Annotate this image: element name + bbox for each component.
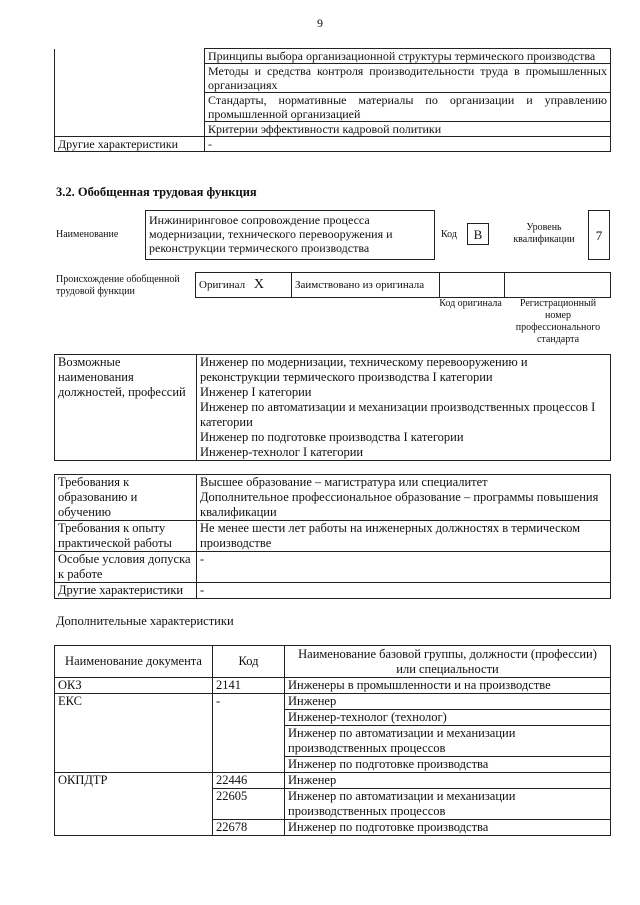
table-row: [55, 137, 611, 152]
column-header: Код: [213, 646, 285, 678]
other-characteristics-value: -: [205, 137, 611, 152]
knowledge-item: Методы и средства контроля производительности труда в промышленных организациях: [205, 64, 611, 93]
borrowed-label: Заимствовано из оригинала: [292, 273, 440, 298]
additional-characteristics-table: [54, 645, 611, 836]
table-row: [55, 726, 611, 757]
experience-value: Не менее шести лет работы на инженерных должностях в термическом производстве: [197, 521, 611, 552]
other-characteristics-label: Другие характеристики: [55, 583, 197, 599]
original-mark: X: [253, 277, 264, 292]
column-header: Наименование базовой группы, должности (профессии) или специальности: [285, 646, 611, 678]
name-label: Наименование: [56, 229, 119, 240]
document-name: ОКЗ: [55, 678, 213, 694]
table-row: [55, 773, 611, 789]
position-item: Инженер I категории: [200, 385, 312, 399]
table-row: [55, 710, 611, 726]
code-cell: 2141: [213, 678, 285, 694]
additional-characteristics-title: Дополнительные характеристики: [56, 614, 234, 628]
education-item: Дополнительное профессиональное образование – программы повышения квалификации: [200, 490, 599, 519]
table-cell: [55, 710, 213, 726]
group-name: Инженер: [285, 694, 611, 710]
knowledge-table-continuation: [54, 48, 611, 152]
section-title: 3.2. Обобщенная трудовая функция: [56, 185, 257, 199]
code-cell: -: [213, 694, 285, 710]
table-row: [55, 694, 611, 710]
experience-label: Требования к опыту практической работы: [55, 521, 197, 552]
table-cell: [55, 820, 213, 836]
positions-table: [54, 354, 611, 461]
group-name: Инженер по подготовке производства: [285, 757, 611, 773]
table-row: [55, 355, 611, 461]
table-cell: [55, 757, 213, 773]
function-name-box: Инжиниринговое сопровождение процесса модернизации, технического перевооружения и реконструкции термического производства: [145, 210, 435, 260]
origin-table: [195, 272, 611, 298]
table-row: [55, 521, 611, 552]
table-row: [55, 757, 611, 773]
table-cell: [55, 789, 213, 820]
table-cell: [55, 726, 213, 757]
group-name: Инженер по автоматизации и механизации производственных процессов: [285, 726, 611, 757]
education-label: Требования к образованию и обучению: [55, 475, 197, 521]
table-row: [55, 789, 611, 820]
position-item: Инженер по автоматизации и механизации производственных процессов I категории: [200, 400, 596, 429]
knowledge-item: Принципы выбора организационной структуры термического производства: [205, 49, 611, 64]
document-name: ОКПДТР: [55, 773, 213, 789]
group-name: Инженеры в промышленности и на производстве: [285, 678, 611, 694]
origin-label: Происхождение обобщенной трудовой функции: [56, 274, 180, 297]
table-row: [55, 475, 611, 521]
original-cell: [196, 273, 292, 298]
code-cell: 22678: [213, 820, 285, 836]
positions-values: [197, 355, 611, 461]
table-row: [55, 49, 611, 64]
position-item: Инженер-технолог I категории: [200, 445, 364, 459]
table-row: [55, 678, 611, 694]
education-item: Высшее образование – магистратура или специалитет: [200, 475, 488, 489]
position-item: Инженер по подготовке производства I категории: [200, 430, 464, 444]
code-value-box: B: [467, 223, 489, 245]
table-row: [196, 273, 611, 298]
other-characteristics-label: Другие характеристики: [55, 137, 205, 152]
positions-label: Возможные наименования должностей, профессий: [55, 355, 197, 461]
empty-cell: [440, 273, 505, 298]
code-original-label: Код оригинала: [439, 298, 502, 309]
knowledge-item: Критерии эффективности кадровой политики: [205, 122, 611, 137]
table-cell: [213, 726, 285, 757]
empty-cell: [505, 273, 611, 298]
qualification-level-box: 7: [588, 210, 610, 260]
code-label: Код: [441, 229, 457, 240]
position-item: Инженер по модернизации, техническому перевооружению и реконструкции термического производства I категории: [200, 355, 528, 384]
table-row: [55, 820, 611, 836]
code-cell: 22446: [213, 773, 285, 789]
page-number: 9: [317, 16, 323, 30]
table-row: [55, 552, 611, 583]
special-conditions-label: Особые условия допуска к работе: [55, 552, 197, 583]
special-conditions-value: -: [197, 552, 611, 583]
registration-number-label: Регистрационный номер профессионального стандарта: [515, 298, 601, 345]
group-name: Инженер по подготовке производства: [285, 820, 611, 836]
code-cell: 22605: [213, 789, 285, 820]
original-label: Оригинал: [199, 279, 246, 291]
group-name: Инженер-технолог (технолог): [285, 710, 611, 726]
column-header: Наименование документа: [55, 646, 213, 678]
other-characteristics-value: -: [197, 583, 611, 599]
group-name: Инженер по автоматизации и механизации производственных процессов: [285, 789, 611, 820]
education-values: [197, 475, 611, 521]
qualification-level-label: Уровень квалификации: [513, 222, 575, 245]
group-name: Инженер: [285, 773, 611, 789]
table-row: [55, 583, 611, 599]
table-header-row: [55, 646, 611, 678]
requirements-table: [54, 474, 611, 599]
knowledge-item: Стандарты, нормативные материалы по организации и управлению промышленной организацией: [205, 93, 611, 122]
table-cell: [213, 757, 285, 773]
table-cell: [55, 49, 205, 137]
table-cell: [213, 710, 285, 726]
document-name: ЕКС: [55, 694, 213, 710]
